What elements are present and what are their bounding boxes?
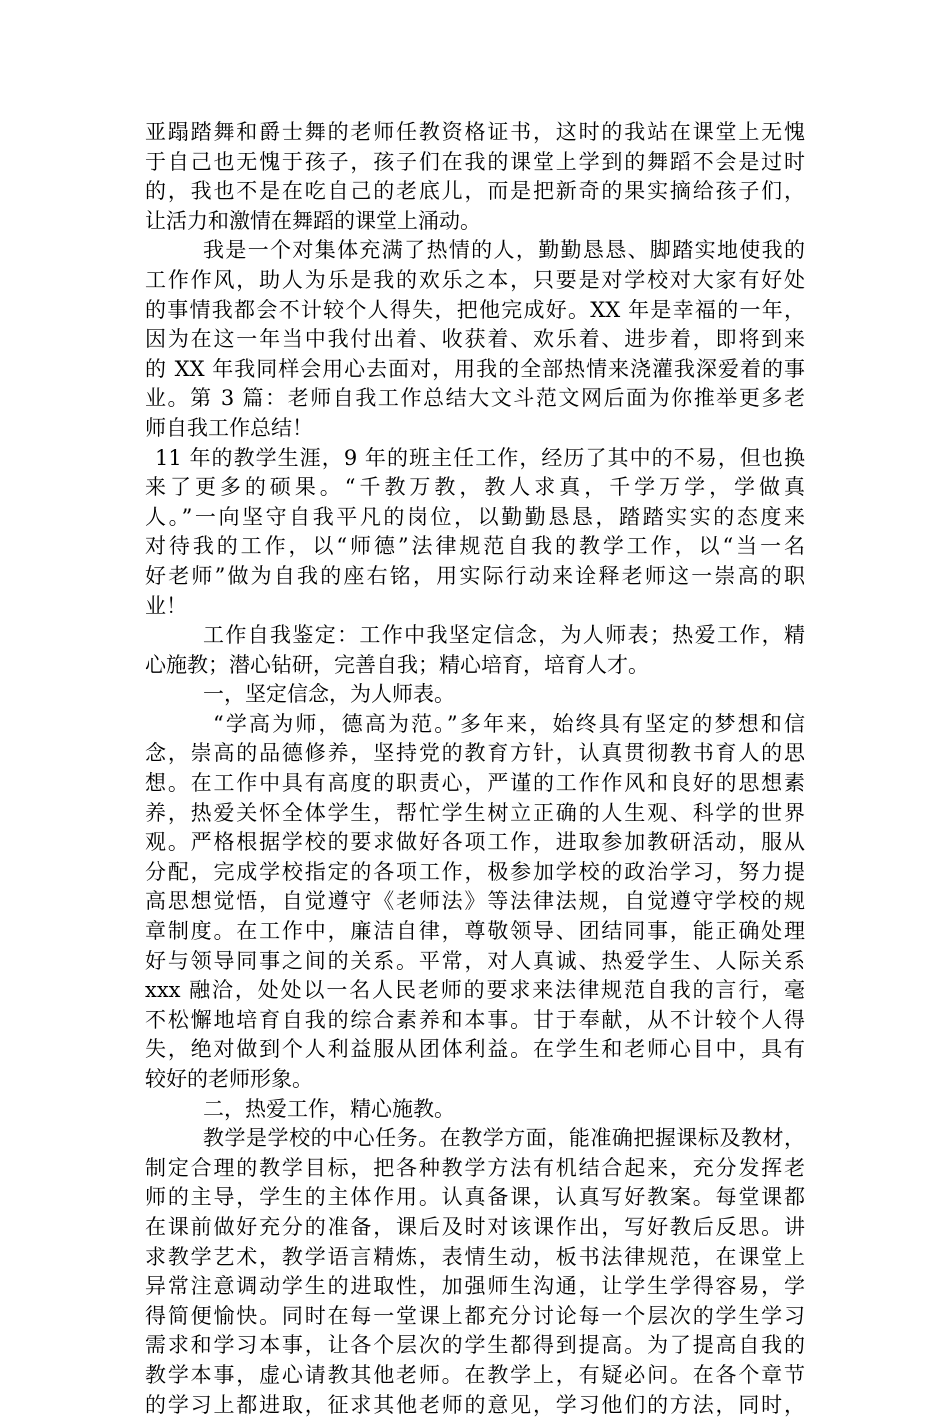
text-line: 于自己也无愧于孩子，孩子们在我的课堂上学到的舞蹈不会是过时 (145, 149, 805, 174)
text-line: “学高为师，德高为范。”多年来，始终具有坚定的梦想和信 (213, 711, 805, 736)
section-heading: 一，坚定信念，为人师表。 (203, 682, 455, 707)
text-line: 师的主导，学生的主体作用。认真备课，认真写好教案。每堂课都 (145, 1185, 805, 1210)
text-line: 让活力和激情在舞蹈的课堂上涌动。 (145, 208, 481, 233)
text-line: 工作作风，助人为乐是我的欢乐之本，只要是对学校对大家有好处 (145, 267, 805, 292)
text-line: 高思想觉悟，自觉遵守《老师法》等法律法规，自觉遵守学校的规 (145, 889, 805, 914)
text-line: 教学本事，虚心请教其他老师。在教学上，有疑必问。在各个章节 (145, 1362, 805, 1387)
text-line: 较好的老师形象。 (145, 1067, 313, 1091)
text-line: 需求和学习本事，让各个层次的学生都得到提高。为了提高自我的 (145, 1333, 805, 1358)
text-line: 观。严格根据学校的要求做好各项工作，进取参加教研活动，服从 (145, 830, 805, 855)
section-heading: 二，热爱工作，精心施教。 (203, 1096, 455, 1121)
text-line: 来了更多的硕果。“千教万教，教人求真，千学万学，学做真 (145, 475, 805, 500)
text-line: 养，热爱关怀全体学生，帮忙学生树立正确的人生观、科学的世界 (145, 800, 805, 825)
text-line: 好与领导同事之间的关系。平常，对人真诚、热爱学生、人际关系 (145, 948, 805, 973)
text-line: 我是一个对集体充满了热情的人，勤勤恳恳、脚踏实地使我的 (203, 238, 805, 263)
text-line: 的 XX 年我同样会用心去面对，用我的全部热情来浇灌我深爱着的事 (145, 356, 805, 381)
text-line: 心施教；潜心钻研，完善自我；精心培育，培育人才。 (145, 652, 649, 677)
text-line: 因为在这一年当中我付出着、收获着、欢乐着、进步着，即将到来 (145, 327, 805, 352)
text-line: 师自我工作总结！ (145, 415, 313, 440)
text-line: 工作自我鉴定：工作中我坚定信念，为人师表；热爱工作，精 (203, 623, 805, 648)
document-body (145, 118, 805, 1420)
text-line: 好老师”做为自我的座右铭，用实际行动来诠释老师这一崇高的职 (145, 563, 805, 588)
text-line: 在课前做好充分的准备，课后及时对该课作出，写好教后反思。讲 (145, 1214, 805, 1239)
text-line: 异常注意调动学生的进取性，加强师生沟通，让学生学得容易，学 (145, 1274, 805, 1299)
text-line: 制定合理的教学目标，把各种教学方法有机结合起来，充分发挥老 (145, 1155, 805, 1180)
text-line: 业。第 3 篇：老师自我工作总结大文斗范文网后面为你推举更多老 (145, 386, 805, 411)
text-line: 想。在工作中具有高度的职责心，严谨的工作作风和良好的思想素 (145, 771, 805, 796)
text-line: xxx 融洽，处处以一名人民老师的要求来法律规范自我的言行，毫 (145, 978, 805, 1003)
text-line: 念，崇高的品德修养，坚持党的教育方针，认真贯彻教书育人的思 (145, 741, 805, 766)
text-line: 的学习上都进取，征求其他老师的意见，学习他们的方法，同时， (145, 1392, 805, 1417)
text-line: 亚蹋踏舞和爵士舞的老师任教资格证书，这时的我站在课堂上无愧 (145, 120, 805, 144)
text-line: 章制度。在工作中，廉洁自律，尊敬领导、团结同事，能正确处理 (145, 919, 805, 944)
text-line: 不松懈地培育自我的综合素养和本事。甘于奉献，从不计较个人得 (145, 1007, 805, 1032)
text-line: 分配，完成学校指定的各项工作，极参加学校的政治学习，努力提 (145, 859, 805, 884)
text-line: 11 年的教学生涯，9 年的班主任工作，经历了其中的不易，但也换 (155, 445, 805, 470)
text-line: 的事情我都会不计较个人得失，把他完成好。XX 年是幸福的一年， (145, 297, 805, 322)
text-line: 对待我的工作，以“师德”法律规范自我的教学工作，以“当一名 (145, 534, 805, 559)
text-line: 业！ (145, 593, 187, 618)
text-line: 教学是学校的中心任务。在教学方面，能准确把握课标及教材， (203, 1126, 805, 1151)
text-line: 失，绝对做到个人利益服从团体利益。在学生和老师心目中，具有 (145, 1037, 805, 1062)
text-line: 求教学艺术，教学语言精炼，表情生动，板书法律规范，在课堂上 (145, 1244, 805, 1269)
text-line: 的，我也不是在吃自己的老底儿，而是把新奇的果实摘给孩子们， (145, 179, 805, 204)
text-line: 得简便愉快。同时在每一堂课上都充分讨论每一个层次的学生学习 (145, 1303, 805, 1328)
text-line: 人。”一向坚守自我平凡的岗位，以勤勤恳恳，踏踏实实的态度来 (145, 504, 805, 529)
